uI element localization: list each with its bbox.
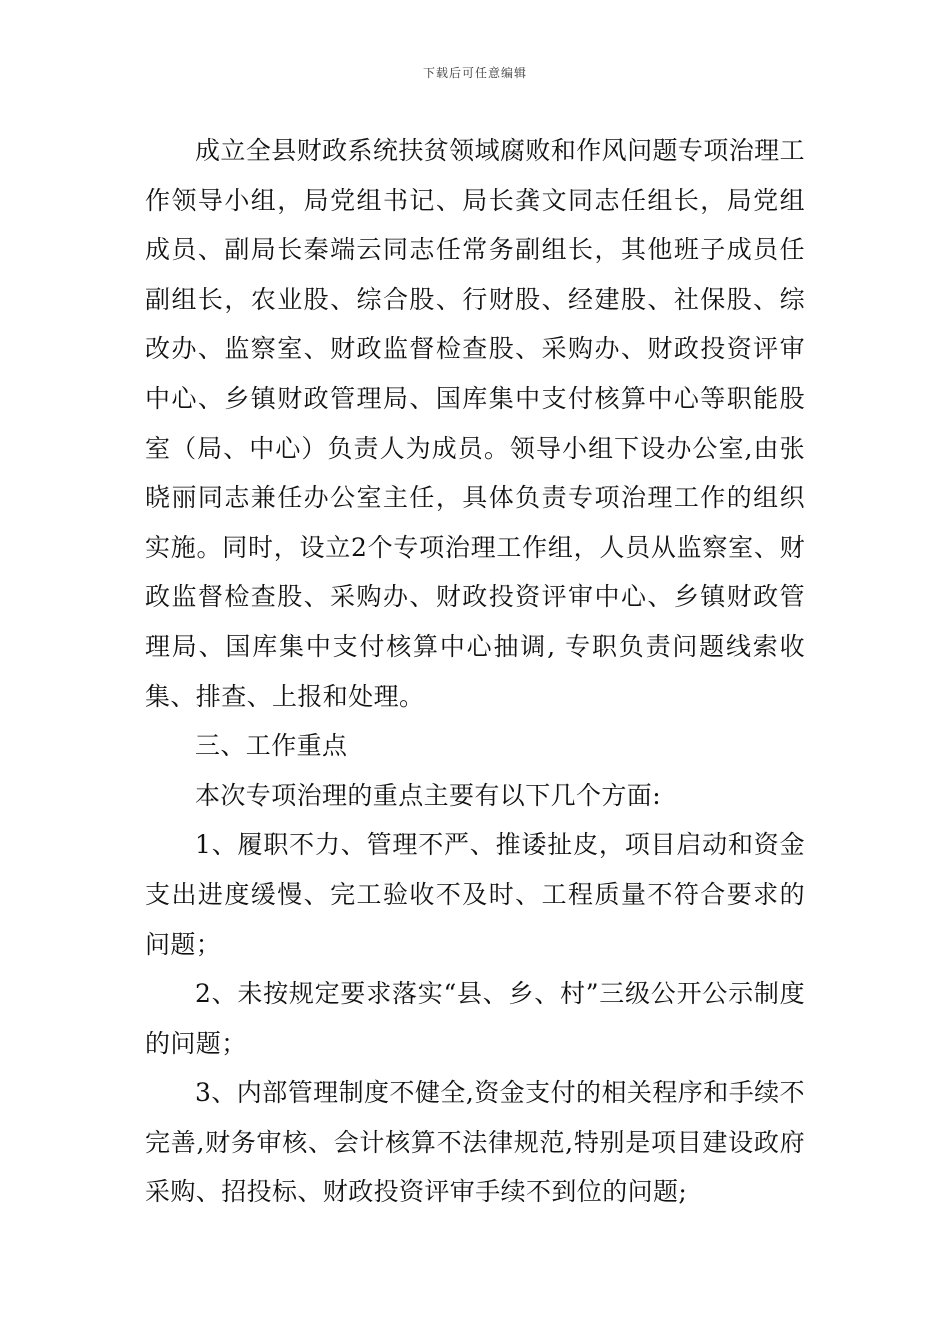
paragraph-focus-intro: 本次专项治理的重点主要有以下几个方面: — [195, 780, 662, 810]
list-item-3: 3、内部管理制度不健全,资金支付的相关程序和手续不完善,财务审核、会计核算不法律规范,特别是项目建设政府采购、招投标、财政投资评审手续不到位的问题; — [145, 1078, 805, 1207]
section-heading-work-focus: 三、工作重点 — [195, 731, 348, 761]
paragraph-leadership-group: 成立全县财政系统扶贫领域腐败和作风问题专项治理工作领导小组，局党组书记、局长龚文同志任组长，局党组成员、副局长秦端云同志任常务副组长，其他班子成员任副组长，农业股、综合股、行财股、经建股、社保股、综改办、监察室、财政监督检查股、采购办、财政投资评审中心、乡镇财政管理局、国库集中支付核算中心等职能股室（局、中心）负责人为成员。领导小组下设办公室,由张晓丽同志兼任办公室主任，具体负责专项治理工作的组织实施。同时，设立2个专项治理工作组，人员从监察室、财政监督检查股、采购办、财政投资评审中心、乡镇财政管理局、国库集中支付核算中心抽调, 专职负责问题线索收集、排查、上报和处理。 — [145, 136, 805, 711]
list-item-2: 2、未按规定要求落实“县、乡、村”三级公开公示制度的问题； — [145, 979, 805, 1058]
document-body — [145, 126, 805, 1217]
list-item-1: 1、履职不力、管理不严、推诿扯皮，项目启动和资金支出进度缓慢、完工验收不及时、工程质量不符合要求的问题； — [145, 830, 805, 959]
page-header: 下载后可任意编辑 — [422, 66, 527, 80]
